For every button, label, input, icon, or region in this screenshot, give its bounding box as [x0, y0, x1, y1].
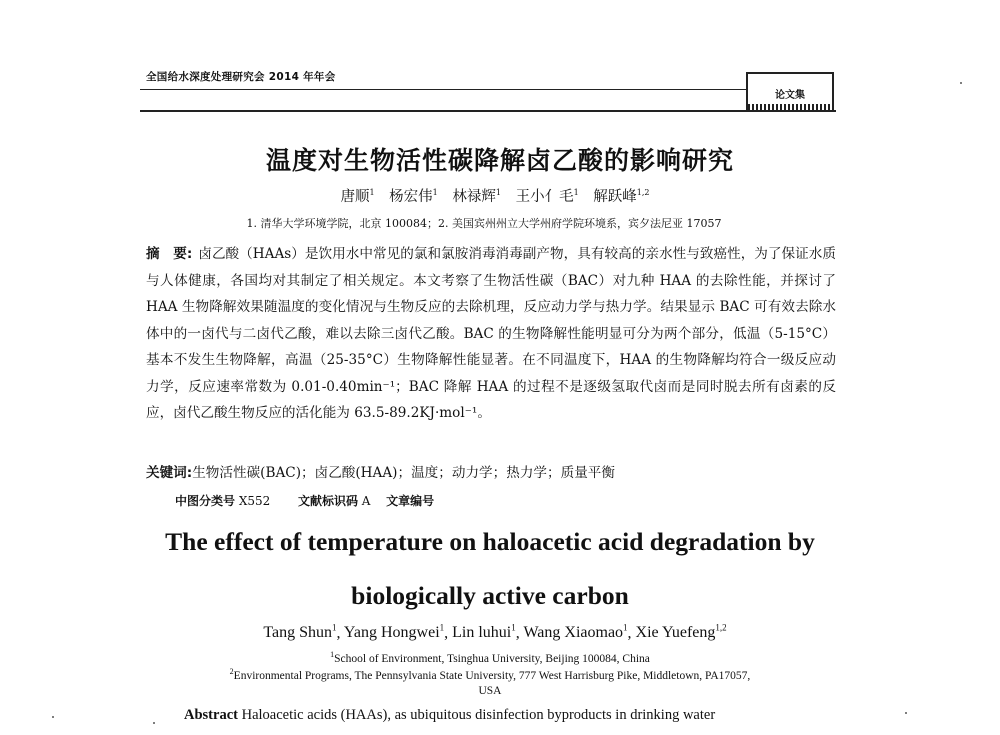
- author-name: Xie Yuefeng: [635, 624, 716, 642]
- english-abstract: [184, 707, 844, 724]
- affil-text: School of Environment, Tsinghua University, Beijing 100084, China: [334, 652, 650, 665]
- author-name: 王小亻毛: [515, 189, 574, 205]
- author-en: [344, 624, 444, 641]
- author-cn: [516, 189, 579, 205]
- section-stamp-stripe: [748, 104, 832, 110]
- author-cn: [389, 189, 438, 205]
- author-en: [523, 624, 627, 641]
- section-stamp: [746, 72, 834, 112]
- author-name: 唐顺: [340, 189, 370, 205]
- abstract-en-label: Abstract: [184, 707, 238, 723]
- author-name: 林禄辉: [452, 189, 496, 205]
- scan-speck: [153, 722, 155, 724]
- chinese-authors: [0, 185, 990, 206]
- english-title-line-2: biologically active carbon: [351, 581, 629, 610]
- abstract-label: 摘 要:: [146, 246, 193, 262]
- author-affil-mark: 1: [511, 623, 516, 633]
- chinese-affiliations: 1. 清华大学环境学院，北京 100084；2. 美国宾州州立大学州府学院环境系，宾夕法尼亚 17057: [246, 217, 722, 230]
- author-name: 杨宏伟: [389, 189, 433, 205]
- keywords-text: 生物活性碳(BAC)；卤乙酸(HAA)；温度；动力学；热力学；质量平衡: [192, 465, 615, 481]
- author-en: [452, 624, 516, 641]
- clc-label: 中图分类号: [175, 494, 236, 508]
- author-cn: [452, 189, 501, 205]
- english-affiliation-2-continued: USA: [478, 685, 502, 697]
- author-affil-mark: 1,2: [636, 188, 650, 198]
- affil-text: Environmental Programs, The Pennsylvania State University, 777 West Harrisburg Pike, Middletown, PA17057,: [233, 669, 751, 682]
- clc-value: X552: [238, 494, 271, 508]
- chinese-title: 温度对生物活性碳降解卤乙酸的影响研究: [265, 146, 734, 175]
- author-name: Tang Shun: [263, 624, 333, 642]
- author-affil-mark: 1: [369, 188, 375, 198]
- article-number-label: 文章编号: [386, 494, 435, 508]
- scan-speck: [905, 712, 907, 714]
- author-name: Wang Xiaomao: [523, 624, 624, 642]
- abstract-en-text: Haloacetic acids (HAAs), as ubiquitous disinfection byproducts in drinking water: [241, 707, 716, 723]
- author-name: Lin luhui: [452, 624, 512, 642]
- author-affil-mark: 1: [432, 188, 438, 198]
- english-title-line-1: The effect of temperature on haloacetic acid degradation by: [165, 527, 815, 556]
- abstract-text: 卤乙酸（HAAs）是饮用水中常见的氯和氯胺消毒消毒副产物，具有较高的亲水性与致癌性，为了保证水质与人体健康，各国均对其制定了相关规定。本文考察了生物活性碳（BAC）对九种 HAA 的去除性能，并探讨了 HAA 生物降解效果随温度的变化情况与生物反应的去除机理，反应动力学与热力学。结果显示 BAC 可有效去除水体中的一卤代与二卤代乙酸，难以去除三卤代乙酸。BAC 的生物降解性能明显可分为两个部分，低温（5-15°C）基本不发生生物降解，高温（25-35°C）生物降解性能显著。在不同温度下，HAA 的生物降解均符合一级反应动力学，反应速率常数为 0.01-0.40min⁻¹；BAC 降解 HAA 的过程不是逐级氢取代卤而是同时脱去所有卤素的反应，卤代乙酸生物反应的活化能为 63.5-89.2KJ·mol⁻¹。: [146, 246, 836, 421]
- author-en: [263, 624, 336, 641]
- author-affil-mark: 1: [623, 623, 628, 633]
- author-name: Yang Hongwei: [343, 624, 440, 642]
- header-rule-thick: [140, 110, 836, 112]
- scan-speck: [52, 716, 54, 718]
- author-cn: [593, 189, 649, 205]
- doc-code-value: A: [361, 494, 371, 508]
- affil-mark: 1: [330, 650, 335, 659]
- scan-speck: [960, 82, 962, 84]
- doc-code-label: 文献标识码: [297, 494, 358, 508]
- author-en: [636, 624, 727, 641]
- chinese-keywords: [146, 461, 836, 485]
- author-affil-mark: 1: [573, 188, 579, 198]
- affil-mark: 2: [229, 667, 234, 676]
- english-affiliation-1: [0, 650, 980, 665]
- conference-header: 全国给水深度处理研究会 2014 年年会: [146, 71, 336, 83]
- author-name: 解跃峰: [593, 189, 637, 205]
- english-authors: Tang Shun$^1$, Yang Hongwei$^1$, Lin luhui$^1$, Wang Xiaomao$^1$, Xie Yuefeng$^{1,2}$: [263, 623, 727, 642]
- keywords-label: 关键词:: [146, 465, 193, 481]
- author-affil-mark: 1: [439, 623, 445, 633]
- classification-line: [175, 492, 434, 509]
- author-affil-mark: 1,2: [715, 623, 727, 633]
- author-cn: [340, 189, 374, 205]
- author-affil-mark: 1: [495, 188, 501, 198]
- author-affil-mark: 1: [332, 623, 337, 633]
- header-rule: [140, 89, 746, 90]
- chinese-abstract: [146, 241, 836, 427]
- english-affiliation-2: [0, 667, 980, 682]
- section-stamp-label: 论文集: [775, 90, 805, 101]
